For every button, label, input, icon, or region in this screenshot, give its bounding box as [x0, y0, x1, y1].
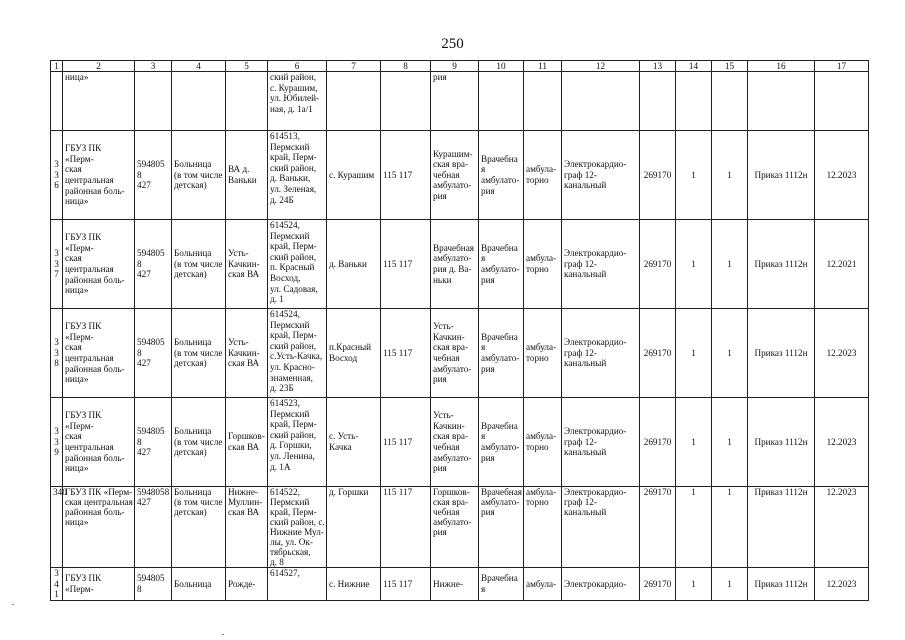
cell-mode: амбула-: [524, 568, 562, 601]
cell-unit: ВА д. Ваньки: [226, 131, 268, 220]
cell-org: ГБУЗ ПК «Перм- ская центральная районная боль- ница»: [63, 487, 135, 568]
cell-date: 12.2023: [815, 487, 869, 568]
cell-address: 614513, Пермский край, Перм- ский район, д. Ваньки, ул. Зеленая, д. 24Б: [268, 131, 327, 220]
cell-okved: 115 117: [381, 131, 431, 220]
column-header: 6: [268, 61, 327, 72]
cell-date: 12.2023: [815, 309, 869, 398]
cell-equipment: Электрокардио- граф 12- канальный: [562, 220, 640, 309]
cell-equipment: Электрокардио-: [562, 568, 640, 601]
column-header: 15: [712, 61, 748, 72]
cell-facility: рия: [431, 72, 479, 131]
cell-facility: Горшков- ская вра- чебная амбулато- рия: [431, 487, 479, 568]
cell-inn: [135, 72, 172, 131]
cell-qty2: 1: [712, 220, 748, 309]
cell-inn: 5948058 427: [135, 309, 172, 398]
cell-date: 12.2023: [815, 568, 869, 601]
cell-type: Больница (в том числе детская): [172, 398, 226, 487]
cell-facility-type: Врачебная амбулато- рия: [479, 309, 524, 398]
cell-code: 269170: [640, 131, 676, 220]
column-header: 7: [327, 61, 381, 72]
cell-qty2: 1: [712, 309, 748, 398]
cell-qty2: 1: [712, 131, 748, 220]
table-row: [51, 398, 869, 487]
cell-okved: 115 117: [381, 568, 431, 601]
scan-speck: [222, 634, 224, 635]
page-number: 250: [441, 36, 464, 52]
cell-date: [815, 72, 869, 131]
cell-locality: д. Горшки: [327, 487, 381, 568]
cell-inn: 5948058 427: [135, 487, 172, 568]
cell-date: 12.2023: [815, 131, 869, 220]
cell-qty1: 1: [676, 309, 712, 398]
cell-code: 269170: [640, 309, 676, 398]
cell-facility-type: Врачебная амбулато- рия: [479, 131, 524, 220]
cell-type: Больница (в том числе детская): [172, 487, 226, 568]
cell-facility: Усть- Качкин- ская вра- чебная амбулато- рия: [431, 309, 479, 398]
cell-inn: 5948058 427: [135, 220, 172, 309]
column-header: 2: [63, 61, 135, 72]
registry-table: [50, 60, 869, 601]
cell-address: 614527,: [268, 568, 327, 601]
column-header: 13: [640, 61, 676, 72]
cell-num: 336: [51, 131, 63, 220]
cell-qty1: 1: [676, 131, 712, 220]
cell-num: 337: [51, 220, 63, 309]
cell-code: 269170: [640, 568, 676, 601]
column-header: 4: [172, 61, 226, 72]
cell-num: [51, 72, 63, 131]
column-header: 14: [676, 61, 712, 72]
cell-unit: Горшков- ская ВА: [226, 398, 268, 487]
cell-order: Приказ 1112н: [748, 309, 815, 398]
cell-org: ГБУЗ ПК «Перм- ская центральная районная боль- ница»: [63, 131, 135, 220]
cell-org: ГБУЗ ПК «Перм- ская центральная районная боль- ница»: [63, 309, 135, 398]
cell-order: Приказ 1112н: [748, 220, 815, 309]
column-header: 8: [381, 61, 431, 72]
cell-address: 614523, Пермский край, Перм- ский район, д. Горшки, ул. Ленина, д. 1А: [268, 398, 327, 487]
cell-equipment: Электрокардио- граф 12- канальный: [562, 309, 640, 398]
cell-locality: д. Ваньки: [327, 220, 381, 309]
cell-unit: Рожде-: [226, 568, 268, 601]
cell-code: [640, 72, 676, 131]
cell-org: ГБУЗ ПК «Перм- ская центральная районная боль- ница»: [63, 220, 135, 309]
cell-qty2: 1: [712, 568, 748, 601]
cell-qty1: 1: [676, 487, 712, 568]
cell-equipment: Электрокардио- граф 12- канальный: [562, 131, 640, 220]
cell-inn: 5948058 427: [135, 131, 172, 220]
column-header: 11: [524, 61, 562, 72]
column-header: 9: [431, 61, 479, 72]
cell-locality: с. Нижние: [327, 568, 381, 601]
cell-org: ница»: [63, 72, 135, 131]
cell-unit: Усть- Качкин- ская ВА: [226, 309, 268, 398]
cell-code: 269170: [640, 398, 676, 487]
cell-inn: 5948058: [135, 568, 172, 601]
cell-facility-type: Врачебная амбулато- рия: [479, 220, 524, 309]
column-header: 17: [815, 61, 869, 72]
table-row: [51, 131, 869, 220]
cell-unit: Усть- Качкин- ская ВА: [226, 220, 268, 309]
cell-facility-type: Врачебная амбулато- рия: [479, 487, 524, 568]
cell-code: 269170: [640, 220, 676, 309]
cell-num: 339: [51, 398, 63, 487]
cell-locality: с. Усть- Качка: [327, 398, 381, 487]
cell-unit: Нижне- Муллин- ская ВА: [226, 487, 268, 568]
column-header: 3: [135, 61, 172, 72]
column-header: 5: [226, 61, 268, 72]
cell-unit: [226, 72, 268, 131]
cell-okved: 115 117: [381, 309, 431, 398]
cell-type: [172, 72, 226, 131]
cell-mode: амбула- торно: [524, 220, 562, 309]
cell-num: 341: [51, 568, 63, 601]
column-header: 1: [51, 61, 63, 72]
cell-order: [748, 72, 815, 131]
cell-facility: Нижне-: [431, 568, 479, 601]
cell-order: Приказ 1112н: [748, 398, 815, 487]
cell-org: ГБУЗ ПК «Перм-: [63, 568, 135, 601]
cell-qty1: 1: [676, 568, 712, 601]
cell-locality: с. Курашим: [327, 131, 381, 220]
continuation-row: [51, 72, 869, 131]
table-row: [51, 220, 869, 309]
cell-qty1: 1: [676, 398, 712, 487]
scan-speck: [12, 604, 14, 605]
cell-facility: Усть- Качкин- ская вра- чебная амбулато- рия: [431, 398, 479, 487]
column-header: 16: [748, 61, 815, 72]
cell-inn: 5948058 427: [135, 398, 172, 487]
cell-address: 614524, Пермский край, Перм- ский район, п. Красный Восход, ул. Садовая, д. 1: [268, 220, 327, 309]
cell-type: Больница (в том числе детская): [172, 220, 226, 309]
table-row: [51, 487, 869, 568]
cell-qty2: 1: [712, 487, 748, 568]
column-number-row: [51, 61, 869, 72]
cell-equipment: [562, 72, 640, 131]
cell-type: Больница: [172, 568, 226, 601]
cell-facility-type: Врачебная: [479, 568, 524, 601]
cell-order: Приказ 1112н: [748, 568, 815, 601]
cell-mode: амбула- торно: [524, 398, 562, 487]
cell-date: 12.2023: [815, 398, 869, 487]
cell-address: ский район, с. Курашим, ул. Юбилей- ная, д. 1а/1: [268, 72, 327, 131]
cell-equipment: Электрокардио- граф 12- канальный: [562, 398, 640, 487]
cell-mode: амбула- торно: [524, 487, 562, 568]
cell-code: 269170: [640, 487, 676, 568]
cell-okved: 115 117: [381, 220, 431, 309]
cell-address: 614522, Пермский край, Перм- ский район, с. Нижние Мул- лы, ул. Ок- тябрьская, д. 8: [268, 487, 327, 568]
cell-facility: Курашим- ская вра- чебная амбулато- рия: [431, 131, 479, 220]
cell-locality: [327, 72, 381, 131]
cell-qty2: [712, 72, 748, 131]
cell-equipment: Электрокардио- граф 12- канальный: [562, 487, 640, 568]
table-row: [51, 309, 869, 398]
cell-org: ГБУЗ ПК «Перм- ская центральная районная боль- ница»: [63, 398, 135, 487]
column-header: 12: [562, 61, 640, 72]
column-header: 10: [479, 61, 524, 72]
cell-mode: амбула- торно: [524, 131, 562, 220]
cell-qty2: 1: [712, 398, 748, 487]
cell-facility-type: Врачебная амбулато- рия: [479, 398, 524, 487]
cell-qty1: 1: [676, 220, 712, 309]
cell-num: 340: [51, 487, 63, 568]
cell-mode: амбула- торно: [524, 309, 562, 398]
cell-locality: п.Красный Восход: [327, 309, 381, 398]
cell-address: 614524, Пермский край, Перм- ский район, с.Усть-Качка, ул. Красно- знаменная, д. 23Б: [268, 309, 327, 398]
cell-facility-type: [479, 72, 524, 131]
cell-okved: [381, 72, 431, 131]
table-row: [51, 568, 869, 601]
cell-date: 12.2021: [815, 220, 869, 309]
cell-facility: Врачебная амбулато- рия д. Ва- ньки: [431, 220, 479, 309]
cell-type: Больница (в том числе детская): [172, 131, 226, 220]
cell-mode: [524, 72, 562, 131]
cell-order: Приказ 1112н: [748, 487, 815, 568]
cell-okved: 115 117: [381, 487, 431, 568]
cell-num: 338: [51, 309, 63, 398]
cell-order: Приказ 1112н: [748, 131, 815, 220]
cell-okved: 115 117: [381, 398, 431, 487]
cell-qty1: [676, 72, 712, 131]
cell-type: Больница (в том числе детская): [172, 309, 226, 398]
